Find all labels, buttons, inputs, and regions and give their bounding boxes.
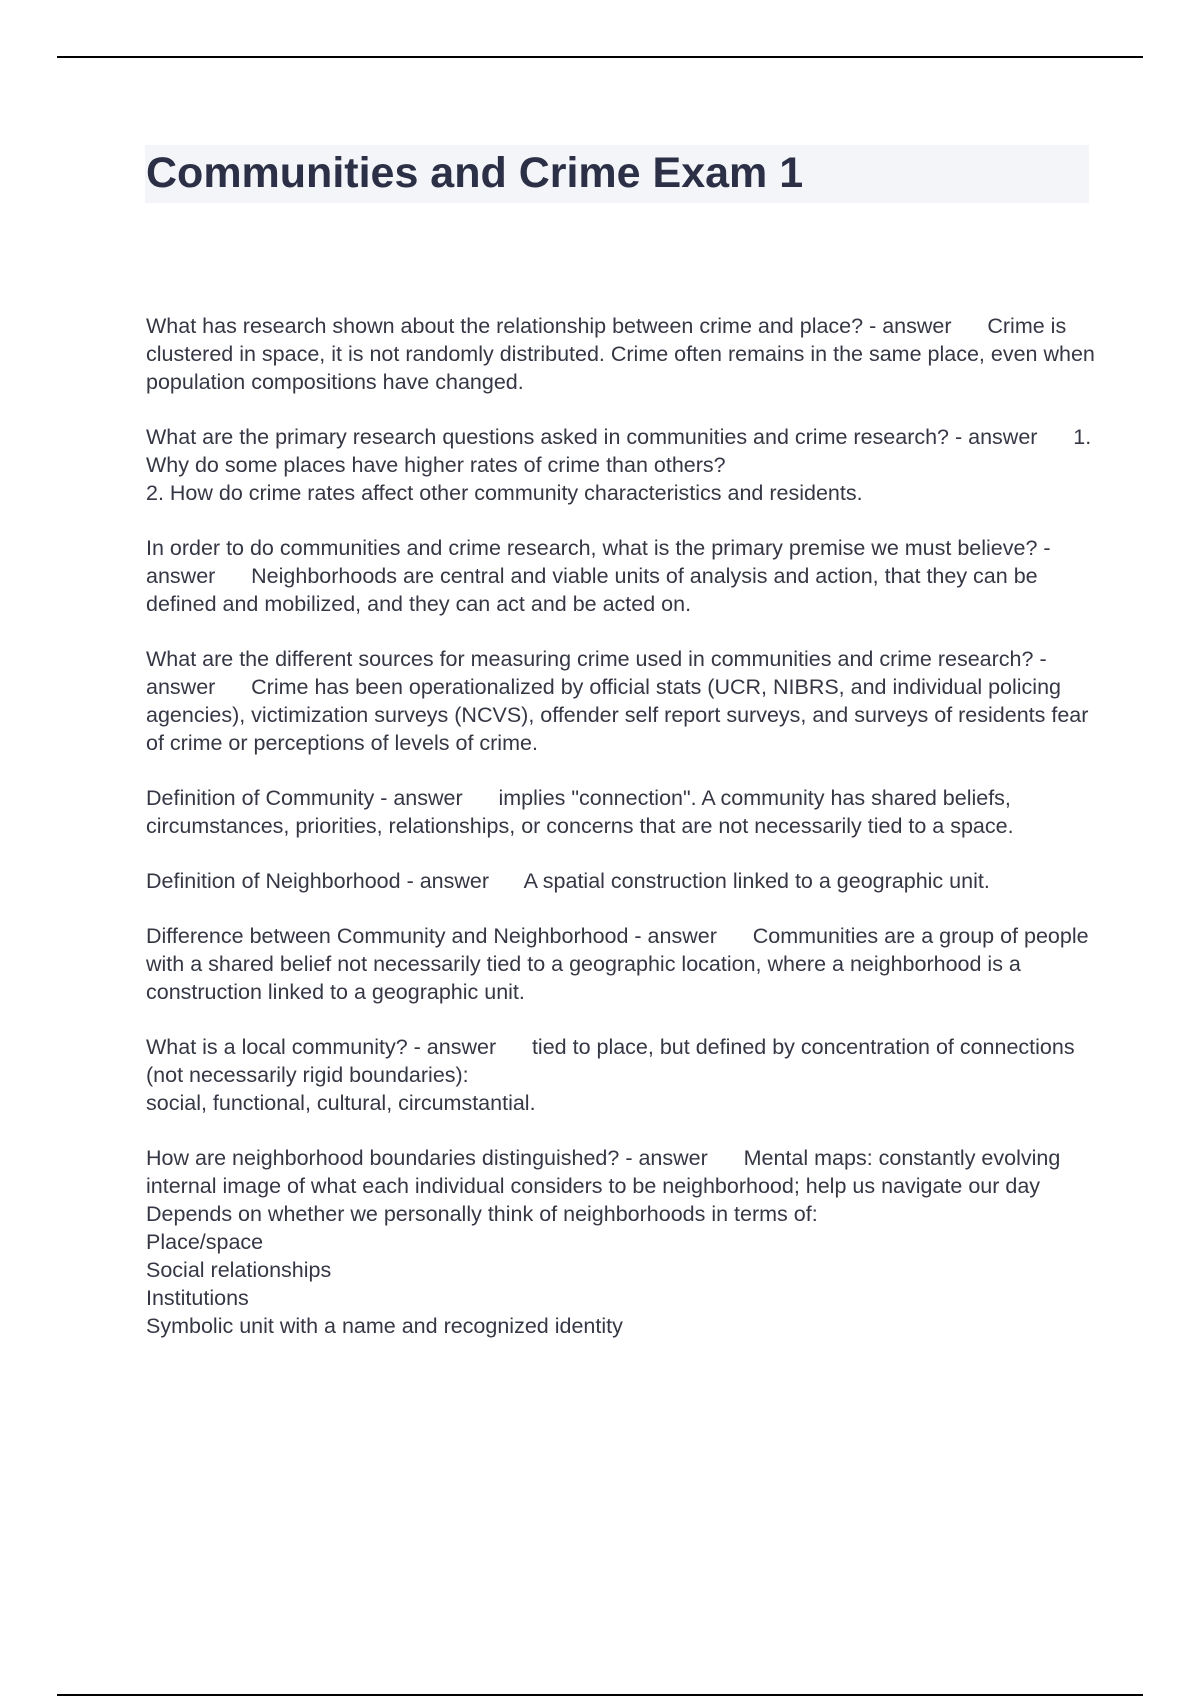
qa-item [146,312,1096,396]
answer-separator: - answer [863,314,952,338]
answer-line: 2. How do crime rates affect other community characteristics and residents. [146,481,863,505]
qa-item [146,534,1096,618]
answer-line: Institutions [146,1286,249,1310]
question-text: What is a local community? [146,1035,408,1059]
answer-line: Place/space [146,1230,264,1254]
bottom-rule [57,1694,1143,1696]
question-text: Difference between Community and Neighborhood [146,924,629,948]
qa-item [146,1144,1096,1340]
qa-item [146,922,1096,1006]
answer-separator: - answer [619,1146,708,1170]
answer-text: Crime is clustered in space, it is not randomly distributed. Crime often remains in the same place, even when population compositions have changed. [146,314,1095,394]
qa-item [146,867,1096,895]
question-text: Definition of Community [146,786,375,810]
answer-text: 1. Why do some places have higher rates of crime than others? [146,425,1092,477]
question-text: What are the primary research questions asked in communities and crime research? [146,425,950,449]
answer-text: tied to place, but defined by concentration of connections (not necessarily rigid boundaries): [146,1035,1075,1087]
answer-lines [146,1200,1096,1340]
answer-text: Neighborhoods are central and viable units of analysis and action, that they can be defined and mobilized, and they can act and be acted on. [146,564,1038,616]
answer-separator: - answer [146,536,1051,588]
answer-separator: - answer [146,647,1047,699]
answer-text: Crime has been operationalized by official stats (UCR, NIBRS, and individual policing agencies), victimization surveys (NCVS), offender self report surveys, and surveys of residents fear of crime or perceptions of levels of crime. [146,675,1089,755]
answer-line: Symbolic unit with a name and recognized identity [146,1314,623,1338]
question-text: How are neighborhood boundaries distinguished? [146,1146,620,1170]
top-rule [57,56,1143,58]
question-text: What are the different sources for measuring crime used in communities and crime research? [146,647,1034,671]
answer-separator: - answer [628,924,717,948]
qa-item [146,423,1096,507]
answer-separator: - answer [374,786,463,810]
qa-item [146,784,1096,840]
page-title: Communities and Crime Exam 1 [146,149,804,197]
question-text: Definition of Neighborhood [146,869,401,893]
answer-text: Mental maps: constantly evolving internal image of what each individual considers to be neighborhood; help us navigate our day [146,1146,1061,1198]
answer-text: Communities are a group of people with a shared belief not necessarily tied to a geographic location, where a neighborhood is a construction linked to a geographic unit. [146,924,1089,1004]
qa-item [146,1033,1096,1117]
question-text: In order to do communities and crime research, what is the primary premise we must believe? [146,536,1038,560]
answer-line: Social relationships [146,1258,332,1282]
qa-list [146,312,1096,1367]
answer-separator: - answer [400,869,490,893]
answer-line: social, functional, cultural, circumstantial. [146,1091,536,1115]
question-text: What has research shown about the relationship between crime and place? [146,314,864,338]
answer-text: implies "connection". A community has shared beliefs, circumstances, priorities, relationships, or concerns that are not necessarily tied to a space. [146,786,1014,838]
answer-line: Depends on whether we personally think of neighborhoods in terms of: [146,1202,818,1226]
answer-separator: - answer [407,1035,497,1059]
answer-separator: - answer [949,425,1038,449]
answer-text: A spatial construction linked to a geographic unit. [523,869,990,893]
answer-lines [146,479,1096,507]
answer-lines [146,1089,1096,1117]
qa-item [146,645,1096,757]
